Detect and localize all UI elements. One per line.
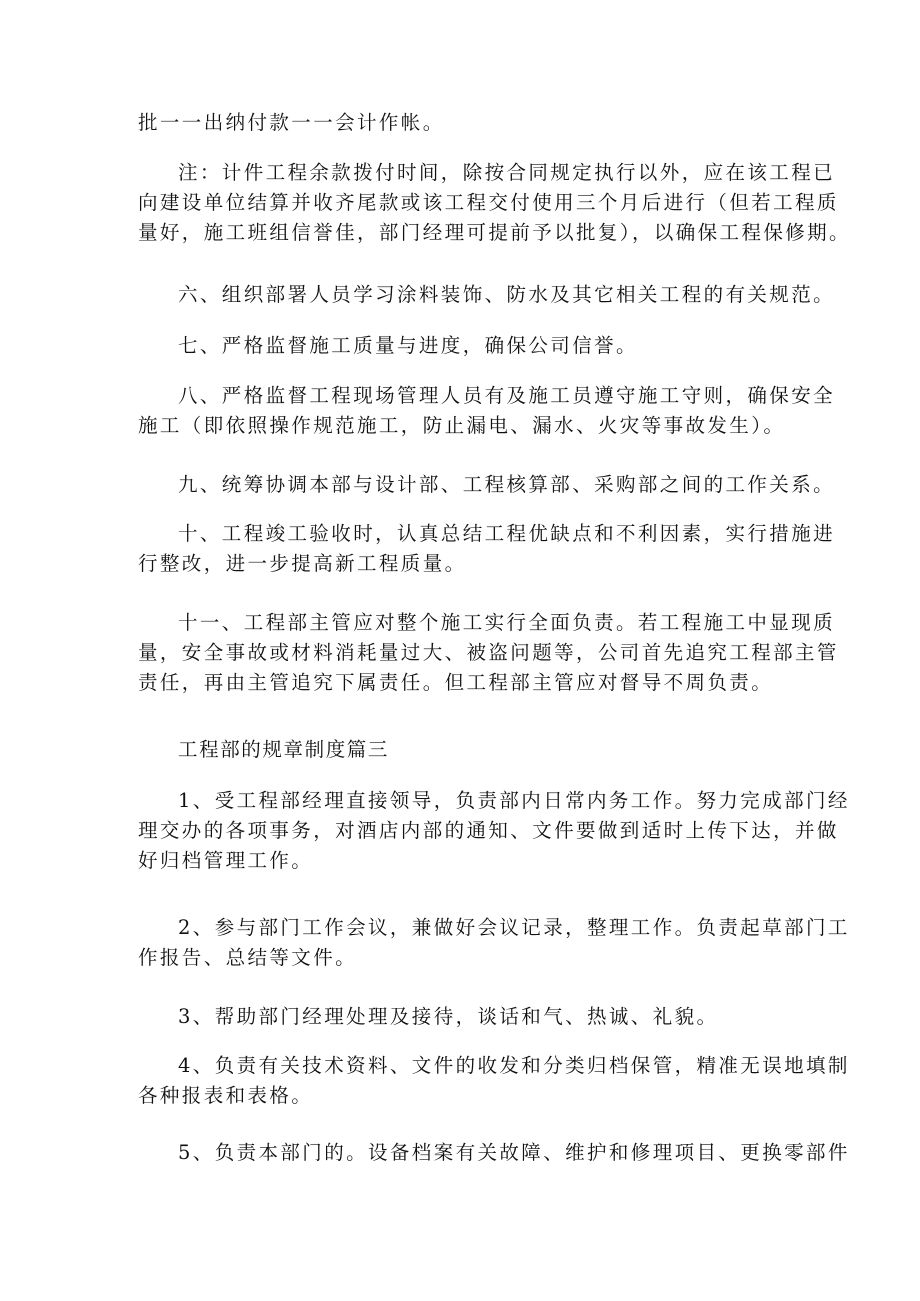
heading-text: 工程部的规章制度篇三 <box>178 738 390 761</box>
text-line: 1、受工程部经理直接领导，负责部内日常内务工作。努力完成部门经 <box>178 789 850 812</box>
text-line: 行整改，进一步提高新工程质量。 <box>138 552 467 575</box>
text-line: 八、严格监督工程现场管理人员有及施工员遵守施工守则，确保安全 <box>178 384 836 407</box>
text-line: 九、统筹协调本部与设计部、工程核算部、采购部之间的工作关系。 <box>178 473 836 496</box>
text-line: 5、负责本部门的。设备档案有关故障、维护和修理项目、更换零部件 <box>178 1141 850 1164</box>
paragraph-item-11 <box>138 608 839 698</box>
paragraph-duty-5 <box>138 1138 850 1168</box>
paragraph-duty-3 <box>138 1002 798 1032</box>
text-line: 好归档管理工作。 <box>138 849 314 872</box>
text-line: 六、组织部署人员学习涂料装饰、防水及其它相关工程的有关规范。 <box>178 283 836 306</box>
text-line: 十、工程竣工验收时，认真总结工程优缺点和不利因素，实行措施进 <box>178 522 836 545</box>
paragraph-duty-4 <box>138 1051 850 1111</box>
paragraph-item-9 <box>138 470 836 500</box>
text-line: 量，安全事故或材料消耗量过大、被盗问题等，公司首先追究工程部主管 <box>138 641 839 664</box>
text-line: 向建设单位结算并收齐尾款或该工程交付使用三个月后进行（但若工程质 <box>138 191 839 214</box>
text-line: 七、严格监督施工质量与进度，确保公司信誉。 <box>178 334 638 357</box>
text-line: 4、负责有关技术资料、文件的收发和分类归档保管，精准无误地填制 <box>178 1054 850 1077</box>
text-line: 批一一出纳付款一一会计作帐。 <box>138 111 445 134</box>
paragraph-item-7 <box>138 331 798 361</box>
text-line: 责任，再由主管追究下属责任。但工程部主管应对督导不周负责。 <box>138 671 774 694</box>
text-line: 施工（即依照操作规范施工，防止漏电、漏水、火灾等事故发生）。 <box>138 414 786 437</box>
paragraph-item-6 <box>138 280 836 310</box>
text-line: 各种报表和表格。 <box>138 1084 314 1107</box>
text-line: 2、参与部门工作会议，兼做好会议记录，整理工作。负责起草部门工 <box>178 916 850 939</box>
text-line: 注：计件工程余款拨付时间，除按合同规定执行以外，应在该工程已 <box>178 161 836 184</box>
paragraph-duty-1 <box>138 786 850 876</box>
section-heading <box>178 735 389 765</box>
text-line: 作报告、总结等文件。 <box>138 946 358 969</box>
paragraph-item-8 <box>138 381 836 441</box>
paragraph-payment-flow <box>138 108 798 138</box>
paragraph-note <box>138 158 851 248</box>
text-line: 十一、工程部主管应对整个施工实行全面负责。若工程施工中显现质 <box>178 611 836 634</box>
text-line: 3、帮助部门经理处理及接待，谈话和气、热诚、礼貌。 <box>178 1005 719 1028</box>
paragraph-item-10 <box>138 519 836 579</box>
text-line: 量好，施工班组信誉佳，部门经理可提前予以批复），以确保工程保修期。 <box>138 221 851 244</box>
text-line: 理交办的各项事务，对酒店内部的通知、文件要做到适时上传下达，并做 <box>138 819 839 842</box>
paragraph-duty-2 <box>138 913 850 973</box>
